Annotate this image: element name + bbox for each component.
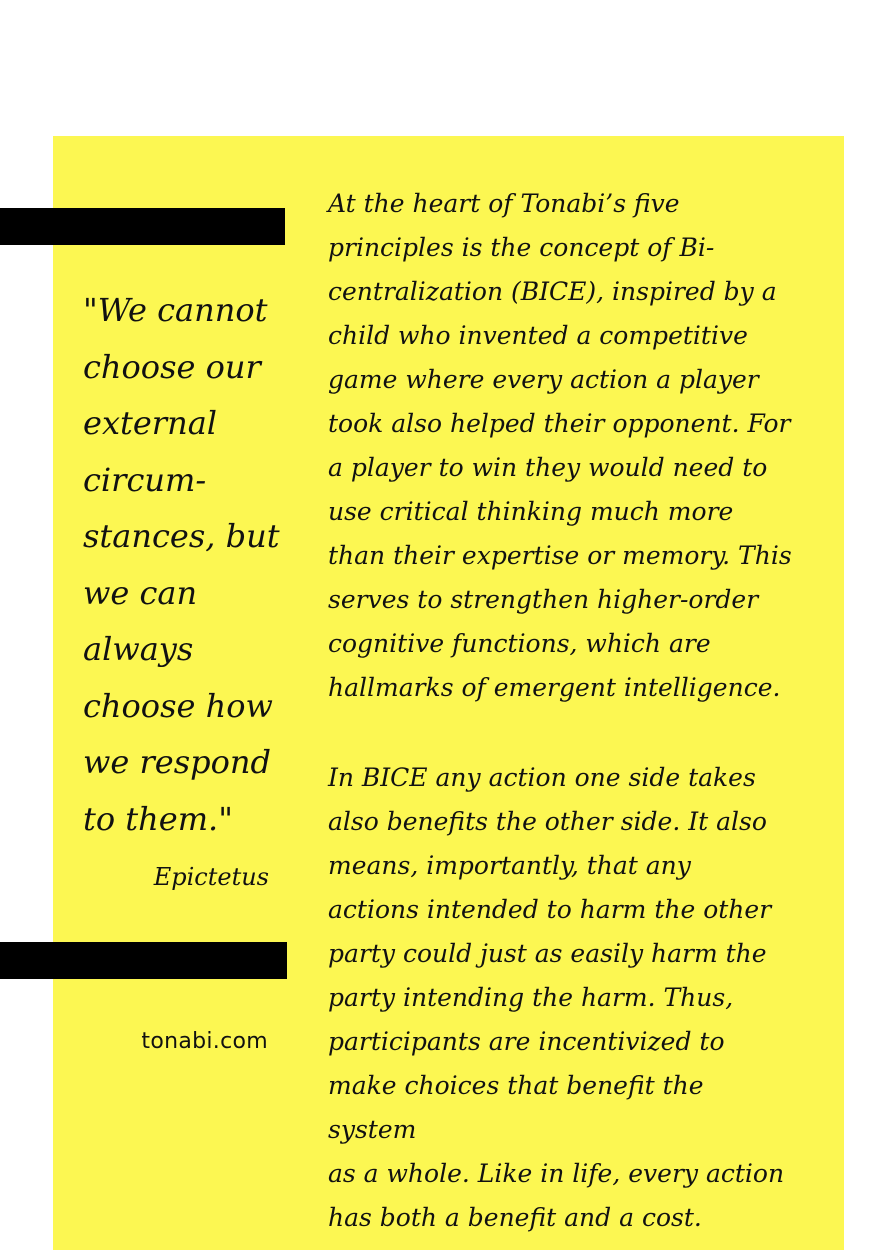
body-paragraph-1: At the heart of Tonabi’s five principles is the concept of Bi- centralization (BICE), inspired by a child who invented a competitive game where every action a player took also helped their opponent. For a player to win they would need to use critical thinking much more than their expertise or memory. This serves to strengthen higher-order cognitive functions, which are hallmarks of emergent intelligence. (328, 189, 792, 702)
body-paragraph-2: In BICE any action one side takes also benefits the other side. It also means, importantly, that any actions intended to harm the other party could just as easily harm the party intending the harm. Thus, participants are incentivized to make choices that benefit the system as a whole. Like in life, every action has both a benefit and a cost. (328, 763, 785, 1232)
bottom-black-bar (0, 942, 287, 979)
top-black-bar (0, 208, 285, 245)
quote-attribution: Epictetus (153, 863, 269, 891)
website-link[interactable]: tonabi.com (141, 1029, 268, 1054)
pull-quote: "We cannot choose our external circum- stances, but we can always choose how we respond to them." (83, 291, 280, 838)
